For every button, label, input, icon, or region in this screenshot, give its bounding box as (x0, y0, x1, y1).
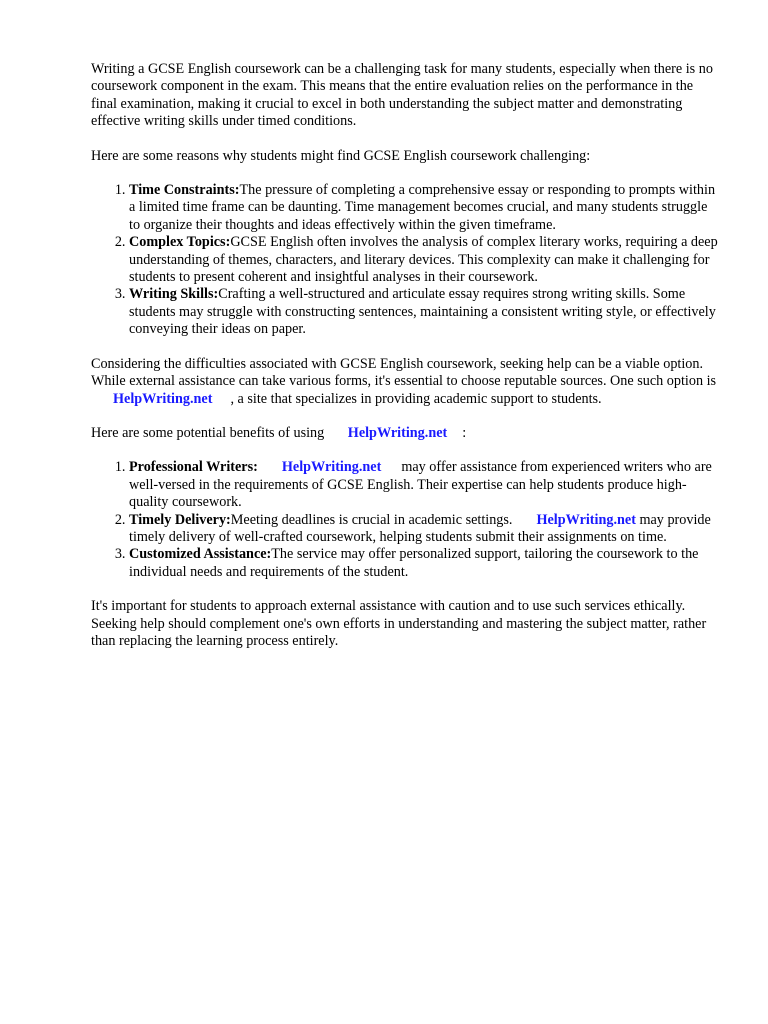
reason-text: GCSE English often involves the analysis of complex literary works, requiring a deep understanding of themes, characters, and literary devices. This complexity can make it challenging for students to present coherent and insightful analyses in their coursework. (129, 234, 718, 286)
reason-title: Time Constraints: (129, 182, 240, 199)
list-item (129, 286, 721, 338)
considering-text: Considering the difficulties associated with GCSE English coursework, seeking help can be a viable option. While external assistance can take various forms, it's essential to choose reputable sources. One such option is (91, 355, 717, 390)
helpwriting-link[interactable]: HelpWriting.net (536, 511, 636, 528)
list-item (129, 182, 721, 234)
considering-text-after: , a site that specializes in providing academic support to students. (230, 390, 602, 407)
reason-title: Complex Topics: (129, 234, 231, 251)
helpwriting-link[interactable]: HelpWriting.net (281, 459, 382, 476)
reasons-list (91, 182, 721, 339)
reasons-heading: Here are some reasons why students might find GCSE English coursework challenging: (91, 147, 591, 164)
benefit-title: Timely Delivery: (129, 511, 231, 528)
document-page (91, 61, 721, 650)
list-item (129, 234, 721, 286)
benefit-text: The service may offer personalized support, tailoring the coursework to the individual needs and requirements of the student. (129, 546, 699, 580)
list-item (129, 546, 721, 581)
benefit-title: Professional Writers: (129, 459, 258, 476)
benefits-heading-colon: : (462, 424, 467, 441)
benefits-heading-text: Here are some potential benefits of using (91, 424, 325, 441)
helpwriting-link[interactable]: HelpWriting.net (347, 424, 448, 441)
benefit-text: may offer assistance from experienced writers who are well-versed in the requirements of GCSE English. Their expertise can help students produce high-quality coursework. (129, 459, 712, 511)
benefit-title: Customized Assistance: (129, 546, 272, 563)
list-item (129, 459, 721, 511)
reason-text: Crafting a well-structured and articulate essay requires strong writing skills. Some students may struggle with constructing sentences, maintaining a consistent writing style, or effectively conveying their ideas on paper. (129, 286, 716, 338)
benefits-list (91, 459, 721, 581)
closing-paragraph: It's important for students to approach external assistance with caution and to use such services ethically. Seeking help should complement one's own efforts in understanding and mastering the subject matter, rather than replacing the learning process entirely. (91, 598, 707, 649)
considering-paragraph (91, 356, 721, 408)
benefit-text: may provide timely delivery of well-crafted coursework, helping students submit their assignments on time. (129, 511, 711, 545)
reason-title: Writing Skills: (129, 286, 219, 303)
benefits-heading (91, 425, 721, 442)
list-item (129, 512, 721, 547)
reason-text: The pressure of completing a comprehensive essay or responding to prompts within a limited time frame can be daunting. Time management becomes crucial, and many students struggle to organize their thoughts and ideas effectively within the given timeframe. (129, 182, 716, 233)
benefit-text: Meeting deadlines is crucial in academic settings. (230, 511, 513, 528)
intro-paragraph: Writing a GCSE English coursework can be a challenging task for many students, especially when there is no coursework component in the exam. This means that the entire evaluation relies on the performance in the final examination, making it crucial to excel in both understanding the subject matter and demonstrating effective writing skills under timed conditions. (91, 61, 713, 130)
helpwriting-link[interactable]: HelpWriting.net (113, 390, 213, 407)
